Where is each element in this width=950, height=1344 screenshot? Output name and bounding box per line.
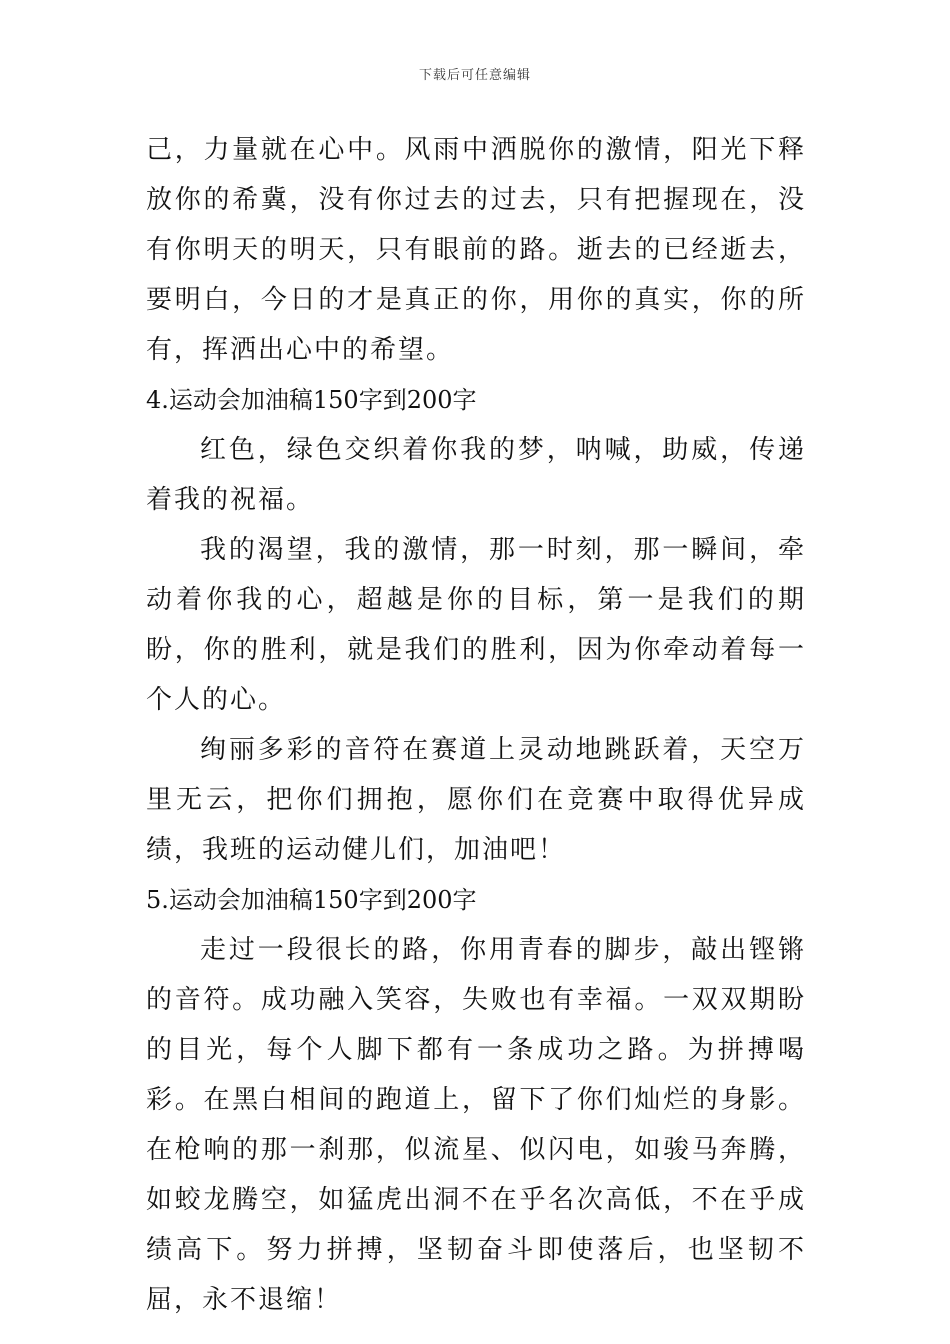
paragraph: 己，力量就在心中。风雨中洒脱你的激情，阳光下释放你的希冀，没有你过去的过去，只有把握现在，没有你明天的明天，只有眼前的路。逝去的已经逝去，要明白，今日的才是真正的你，用你的真实，你的所有，挥洒出心中的希望。 xyxy=(146,135,806,365)
paragraph: 走过一段很长的路，你用青春的脚步，敲出铿锵的音符。成功融入笑容，失败也有幸福。一双双期盼的目光，每个人脚下都有一条成功之路。为拼搏喝彩。在黑白相间的跑道上，留下了你们灿烂的身影。在枪响的那一刹那，似流星、似闪电，如骏马奔腾，如蛟龙腾空，如猛虎出洞不在乎名次高低，不在乎成绩高下。努力拼搏，坚韧奋斗即使落后，也坚韧不屈，永不退缩！ xyxy=(146,935,806,1315)
paragraph: 红色，绿色交织着你我的梦，呐喊，助威，传递着我的祝福。 xyxy=(146,435,806,515)
page-header: 下载后可任意编辑 xyxy=(418,68,531,83)
paragraph: 我的渴望，我的激情，那一时刻，那一瞬间，牵动着你我的心，超越是你的目标，第一是我们的期盼，你的胜利，就是我们的胜利，因为你牵动着每一个人的心。 xyxy=(146,535,806,715)
paragraph: 绚丽多彩的音符在赛道上灵动地跳跃着，天空万里无云，把你们拥抱，愿你们在竞赛中取得优异成绩，我班的运动健儿们，加油吧！ xyxy=(146,735,806,865)
document-body xyxy=(146,125,806,1325)
section-heading: 5.运动会加油稿150字到200字 xyxy=(146,886,477,914)
section-heading: 4.运动会加油稿150字到200字 xyxy=(146,386,477,414)
